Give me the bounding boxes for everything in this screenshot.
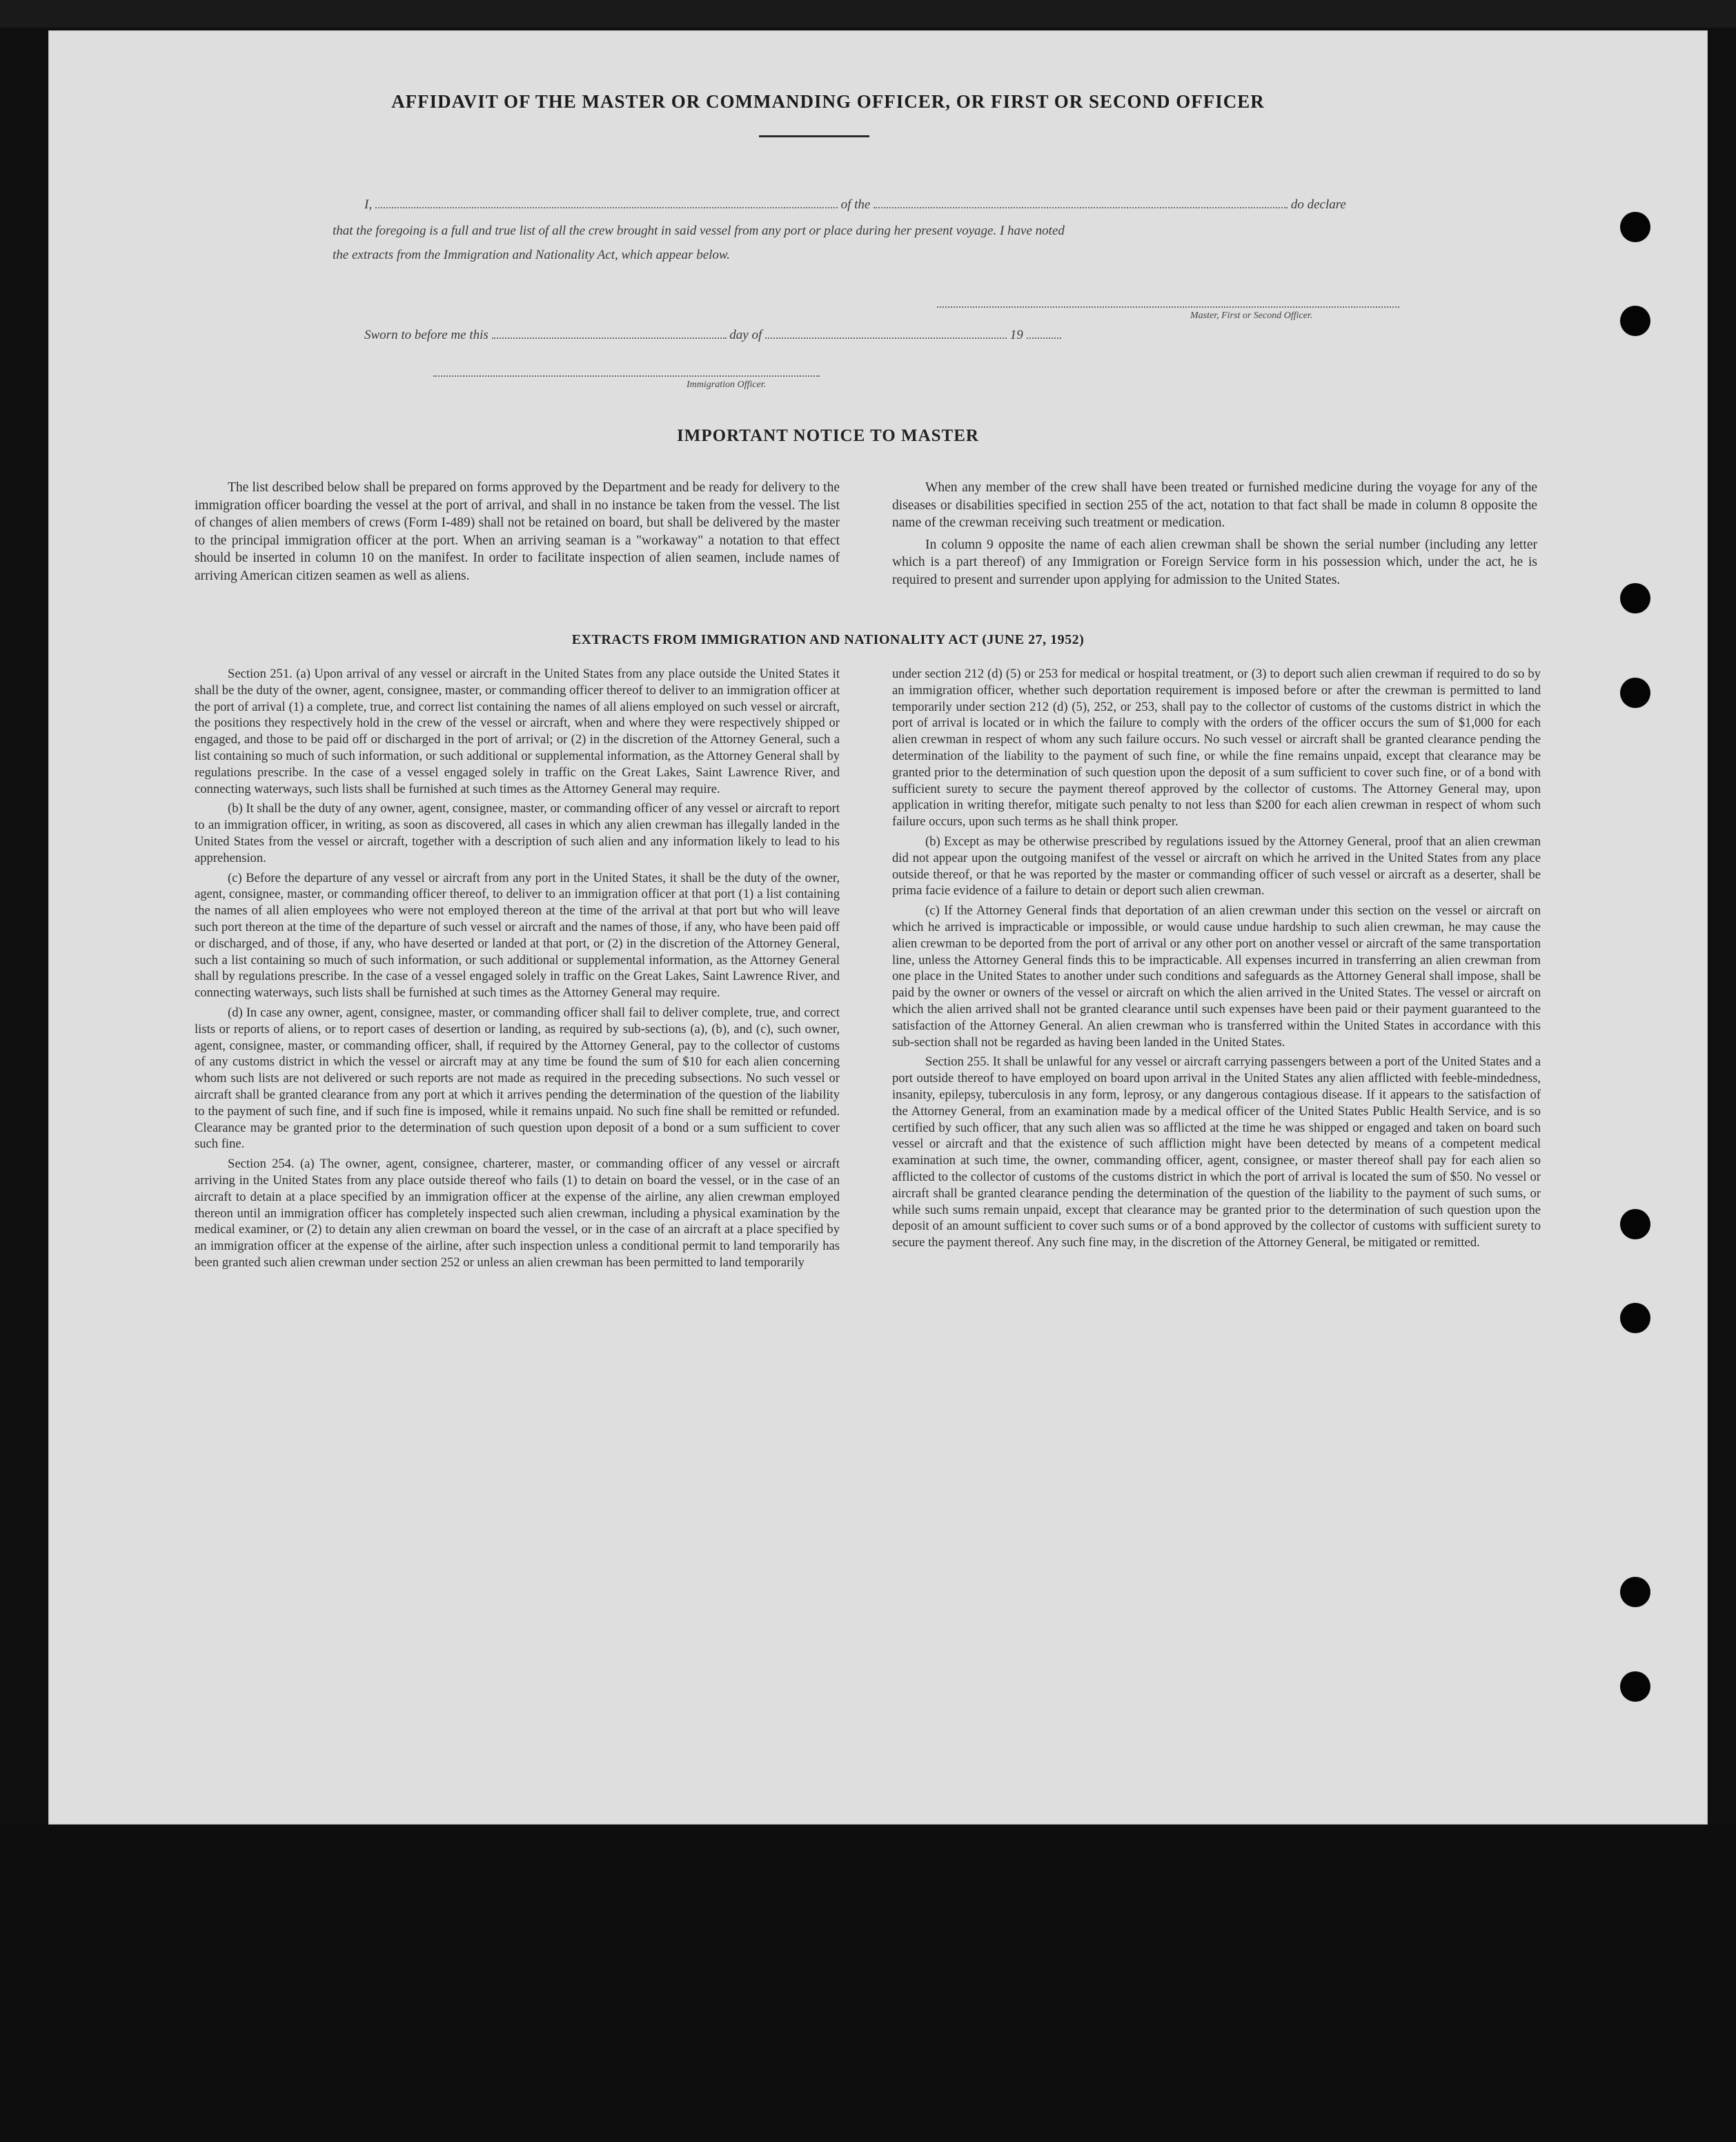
punch-hole-icon: [1620, 1209, 1650, 1239]
sworn-label: Sworn to before me this: [364, 328, 489, 342]
do-declare-label: do declare: [1290, 197, 1346, 212]
act-paragraph: (c) If the Attorney General finds that deportation of an alien crewman under this section on the vessel or aircraft on which he arrived is impracticable or impossible, or would cause undue hardship to such alien crewman, he may cause the alien crewman to be deported from the port of arrival or any other port on another vessel or aircraft of the same transportation line, unless the Attorney General finds this to be impracticable. All expenses incurred in transferring an alien crewman from one place in the United States to another under such conditions and safeguards as the Attorney General shall impose, shall be paid by the owner or owners of the vessel or aircraft on which the alien arrived in the United States. The vessel or aircraft on which the alien arrived shall not be granted clearance until such expenses have been paid or their payment guaranteed to the satisfaction of the Attorney General. An alien crewman who is transferred within the United States in accordance with this sub-section shall not be regarded as having been landed in the United States.: [892, 903, 1541, 1050]
punch-hole-icon: [1620, 1577, 1650, 1607]
officer-signature-line: [433, 366, 820, 377]
sworn-year-blank: [1027, 328, 1061, 339]
scan-background: [0, 1825, 1736, 2142]
year-label: 19: [1009, 328, 1023, 342]
extracts-title: EXTRACTS FROM IMMIGRATION AND NATIONALITY ACT (JUNE 27, 1952): [571, 632, 1085, 647]
punch-hole-icon: [1620, 212, 1650, 242]
act-paragraph: Section 254. (a) The owner, agent, consignee, charterer, master, or commanding officer of any vessel or aircraft arriving in the United States from any place outside thereof who fails (1) to detain on board the vessel, or in the case of an aircraft to detain at a place specified by an immigration officer at the expense of the airline, any alien crewman employed thereon until an immigration officer has completely inspected such alien crewman, including a physical examination by the medical examiner, or (2) to detain any alien crewman on board the vessel, or in the case of an aircraft at a place specified by an immigration officer at the expense of the airline, after such inspection unless a conditional permit to land temporarily has been granted such alien crewman under section 252 or unless an alien crewman has been permitted to land temporarily: [195, 1157, 840, 1270]
notice-right-column: [892, 479, 1537, 590]
notice-title: IMPORTANT NOTICE TO MASTER: [677, 426, 979, 445]
i-label: I,: [364, 197, 373, 212]
notice-paragraph: In column 9 opposite the name of each alien crewman shall be shown the serial number (including any letter which is a part thereof) of any Immigration or Foreign Service form in his possession which, under the act, he is required to present and surrender upon applying for admission to the United States.: [892, 537, 1537, 587]
notice-paragraph: When any member of the crew shall have been treated or furnished medicine during the voyage for any of the diseases or disabilities specified in section 255 of the act, notation to that fact shall be made in column 8 opposite the name of the crewman receiving such treatment or medication.: [892, 480, 1537, 530]
punch-hole-icon: [1620, 583, 1650, 613]
notice-paragraph: The list described below shall be prepared on forms approved by the Department and be ready for delivery to the immigration officer boarding the vessel at the port of arrival, and shall in no instance be taken from the vessel. The list of changes of alien members of crews (Form I-489) shall not be retained on board, but shall be delivered by the master to the principal immigration officer at the port. When an arriving seaman is a "workaway" a notation to that effect should be inserted in column 10 on the manifest. In order to facilitate inspection of alien seamen, include names of arriving American citizen seamen as well as aliens.: [195, 480, 840, 583]
act-paragraph: Section 255. It shall be unlawful for any vessel or aircraft carrying passengers between a port of the United States and a port outside thereof to have employed on board upon arrival in the United States any alien afflicted with feeble-mindedness, insanity, epilepsy, tuberculosis in any form, leprosy, or any dangerous contagious disease. If it appears to the satisfaction of the Attorney General, from an examination made by a medical officer of the United States Public Health Service, and is so certified by such officer, that any such alien was so afflicted at the time he was shipped or engaged and taken on board such vessel or aircraft and that the existence of such affliction might have been detected by means of a competent medical examination at such time, the owner, commanding officer, agent, consignee, or master thereof shall pay for each alien so afflicted to the collector of customs of the customs district in which the port of arrival is located the sum of $50. No vessel or aircraft shall be granted clearance pending the determination of the question of the liability to the payment of such sums, or while such sums remain unpaid, except that clearance may be granted prior to the determination of such question upon the deposit of an amount sufficient to cover such sums or of a bond approved by the collector of customs with sufficient surety to secure the payment thereof. Any such fine may, in the discretion of the Attorney General, be mitigated or remitted.: [892, 1054, 1541, 1250]
extracts-left-column: [195, 666, 840, 1275]
scan-border: [0, 0, 1736, 28]
affidavit-name-line: [364, 197, 1346, 213]
notice-left-column: [195, 479, 840, 586]
of-the-label: of the: [840, 197, 871, 212]
sworn-line: [364, 328, 1061, 343]
act-paragraph: under section 212 (d) (5) or 253 for medical or hospital treatment, or (3) to deport such alien crewman if required to do so by an immigration officer, whether such deportation requirement is imposed before or after the crewman is permitted to land temporarily under section 212 (d) (5), 252, or 253, shall pay to the collector of customs of the customs district in which the port of arrival is located or in which the failure to comply with the orders of the officer occurs the sum of $1,000 for each alien crewman in respect of whom any such failure occurs. No such vessel or aircraft shall be granted clearance pending the determination of the liability to the payment of such fine, or while the fine remains unpaid, except that clearance may be granted prior to the determination of such question upon the deposit of a sum sufficient to cover such fine, or of a bond with sufficient surety to secure the payment thereof approved by the collector of customs. The Attorney General may, upon application in writing therefor, mitigate such penalty to not less than $200 for each alien crewman in respect of whom such failure occurs, upon such terms as he shall think proper.: [892, 667, 1541, 829]
act-paragraph: (c) Before the departure of any vessel or aircraft from any port in the United States, it shall be the duty of the owner, agent, consignee, master, or commanding officer thereof, to deliver to an immigration officer at that port (1) a list containing the names of all alien employees who were not employed thereon at the time of the arrival at that port but who will leave such port thereon at the time of the departure of such vessel or aircraft and the names of those, if any, who have been paid off or discharged, and of those, if any, who have deserted or landed at that port, or (2) in the discretion of the Attorney General, such a list containing so much of such information, or such additional or supplemental information, as the Attorney General shall by regulations prescribe. In the case of a vessel engaged solely in traffic on the Great Lakes, Saint Lawrence River, and connecting waterways, such lists shall be furnished at such times as the Attorney General may require.: [195, 870, 840, 1001]
punch-hole-icon: [1620, 678, 1650, 708]
punch-hole-icon: [1620, 1303, 1650, 1333]
name-blank: [375, 197, 838, 208]
officer-caption: Immigration Officer.: [687, 380, 767, 390]
declaration-line-1: that the foregoing is a full and true list of all the crew brought in said vessel from any port or place during her present voyage. I have noted: [333, 224, 1065, 238]
day-of-label: day of: [729, 328, 762, 342]
master-signature-line: [937, 297, 1399, 308]
act-paragraph: (d) In case any owner, agent, consignee, master, or commanding officer shall fail to deliver complete, true, and correct lists or reports of aliens, or to report cases of desertion or landing, as required by sub-sections (a), (b), and (c), such owner, agent, consignee, master, or commanding officer, shall, if required by the Attorney General, pay to the collector of customs of any customs district in which the vessel or aircraft may at any time be found the sum of $10 for each alien concerning whom such lists are not delivered or such reports are not made as required in the preceding subsections. No such vessel or aircraft shall be granted clearance from any port at which it arrives pending the determination of the question of the liability to the payment of such fine, and if such fine is imposed, while it remains unpaid. No such fine shall be remitted or refunded. Clearance may be granted prior to the determination of such question upon deposit of a bond or a sum sufficient to cover such fine.: [195, 1005, 840, 1152]
sworn-month-blank: [765, 328, 1007, 339]
act-paragraph: (b) Except as may be otherwise prescribed by regulations issued by the Attorney General, proof that an alien crewman did not appear upon the outgoing manifest of the vessel or aircraft on which he arrived in the United States from any place outside thereof, or that he was reported by the master or commanding officer of such vessel or aircraft as a deserter, shall be prima facie evidence of a failure to detain or deport such alien crewman.: [892, 834, 1541, 898]
title-rule: [759, 135, 869, 137]
punch-hole-icon: [1620, 1671, 1650, 1702]
act-paragraph: (b) It shall be the duty of any owner, agent, consignee, master, or commanding officer of any vessel or aircraft to report to an immigration officer, in writing, as soon as discovered, all cases in which any alien crewman has illegally landed in the United States from the vessel or aircraft, together with a description of such alien and any information likely to lead to his apprehension.: [195, 801, 840, 865]
extracts-right-column: [892, 666, 1541, 1255]
declaration-line-2: the extracts from the Immigration and Nationality Act, which appear below.: [333, 248, 730, 262]
master-caption: Master, First or Second Officer.: [1190, 311, 1313, 321]
act-paragraph: Section 251. (a) Upon arrival of any vessel or aircraft in the United States from any place outside the United States it shall be the duty of the owner, agent, consignee, master, or commanding officer thereof to deliver to an immigration officer at the port of arrival (1) a complete, true, and correct list containing the names of all aliens employed on such vessel or aircraft, the positions they respectively hold in the crew of the vessel or aircraft, when and where they were respectively shipped or engaged, and those to be paid off or discharged in the port of arrival; or (2) in the discretion of the Attorney General, such a list containing so much of such information, or such additional or supplemental information, as the Attorney General shall by regulations prescribe. In the case of a vessel engaged solely in traffic on the Great Lakes, Saint Lawrence River, and connecting waterways, such lists shall be furnished at such times as the Attorney General may require.: [195, 667, 840, 796]
sworn-day-blank: [492, 328, 727, 339]
vessel-blank: [874, 197, 1288, 208]
affidavit-title: AFFIDAVIT OF THE MASTER OR COMMANDING OFFICER, OR FIRST OR SECOND OFFICER: [391, 91, 1265, 112]
punch-hole-icon: [1620, 306, 1650, 336]
